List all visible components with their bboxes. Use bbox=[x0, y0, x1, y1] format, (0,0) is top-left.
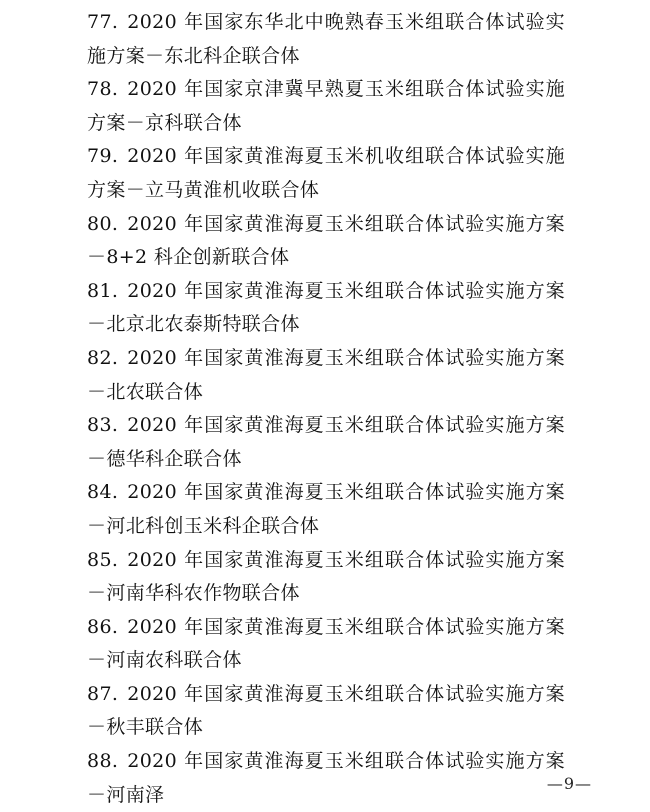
item-number: 78. bbox=[87, 78, 119, 101]
item-text: 2020 年国家黄淮海夏玉米组联合体试验实施方案－北农联合体 bbox=[87, 346, 565, 403]
item-text: 2020 年国家京津冀早熟夏玉米组联合体试验实施方案－京科联合体 bbox=[87, 78, 565, 134]
list-item bbox=[87, 342, 565, 409]
list-item bbox=[87, 73, 565, 140]
item-text: 2020 年国家东华北中晚熟春玉米组联合体试验实施方案－东北科企联合体 bbox=[87, 11, 565, 67]
item-number: 88. bbox=[87, 750, 119, 773]
list-item bbox=[87, 409, 565, 476]
item-text: 2020 年国家黄淮海夏玉米组联合体试验实施方案－河北科创玉米科企联合体 bbox=[87, 481, 565, 537]
list-item bbox=[87, 140, 565, 207]
item-number: 87. bbox=[87, 682, 119, 705]
item-text: 2020 年国家黄淮海夏玉米组联合体试验实施方案－河南农科联合体 bbox=[87, 615, 565, 672]
item-number: 79. bbox=[87, 145, 119, 168]
list-item bbox=[87, 476, 565, 543]
item-number: 85. bbox=[87, 548, 119, 571]
item-number: 86. bbox=[87, 615, 119, 638]
item-number: 81. bbox=[87, 279, 119, 302]
item-text: 2020 年国家黄淮海夏玉米组联合体试验实施方案－8+2 科企创新联合体 bbox=[87, 212, 565, 269]
list-item bbox=[87, 6, 565, 73]
item-number: 83. bbox=[87, 414, 119, 437]
page-number: —9— bbox=[546, 774, 592, 793]
item-number: 82. bbox=[87, 346, 119, 369]
item-text: 2020 年国家黄淮海夏玉米组联合体试验实施方案－秋丰联合体 bbox=[87, 682, 565, 739]
item-number: 80. bbox=[87, 212, 119, 235]
list-item bbox=[87, 208, 565, 275]
item-text: 2020 年国家黄淮海夏玉米机收组联合体试验实施方案－立马黄淮机收联合体 bbox=[87, 145, 565, 201]
item-number: 77. bbox=[87, 11, 119, 33]
item-text: 2020 年国家黄淮海夏玉米组联合体试验实施方案－北京北农泰斯特联合体 bbox=[87, 279, 565, 336]
list-item bbox=[87, 611, 565, 678]
item-text: 2020 年国家黄淮海夏玉米组联合体试验实施方案－河南泽 bbox=[87, 750, 565, 806]
list-item bbox=[87, 544, 565, 611]
plan-list bbox=[87, 6, 565, 812]
item-number: 84. bbox=[87, 481, 119, 504]
list-item bbox=[87, 678, 565, 745]
list-item bbox=[87, 275, 565, 342]
item-text: 2020 年国家黄淮海夏玉米组联合体试验实施方案－德华科企联合体 bbox=[87, 414, 565, 470]
item-text: 2020 年国家黄淮海夏玉米组联合体试验实施方案－河南华科农作物联合体 bbox=[87, 548, 565, 605]
